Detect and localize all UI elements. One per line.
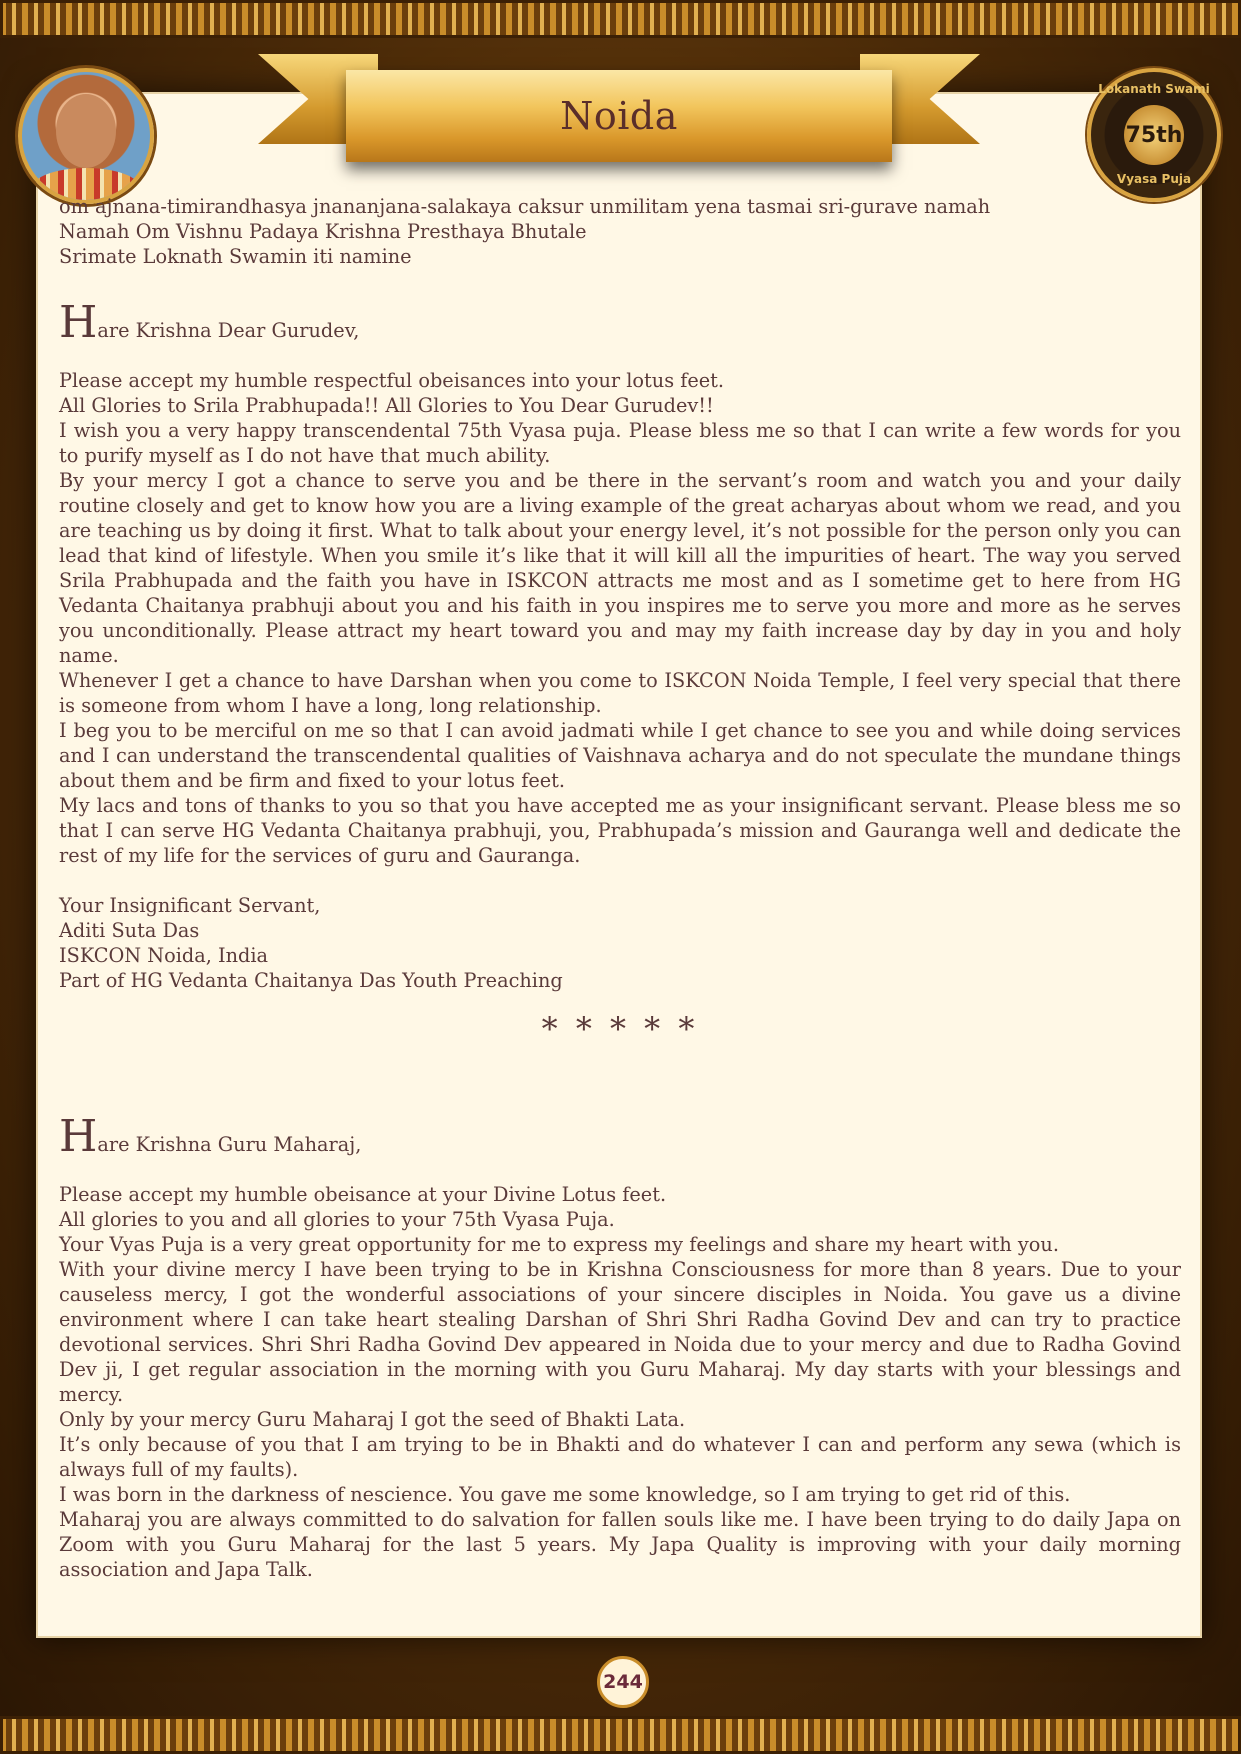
signature-line: Part of HG Vedanta Chaitanya Das Youth Preaching [59,969,563,992]
dropcap: H [59,297,98,348]
letter1-paragraph: I beg you to be merciful on me so that I can avoid jadmati while I get chance to see you and while doing services and I can understand the transcendental qualities of Vaishnava acharya and do not speculate the mundane things about them and be firm and fixed to your lotus feet. [59,719,1181,792]
signature-line: Aditi Suta Das [59,919,200,942]
letter2-paragraph: Maharaj you are always committed to do salvation for fallen souls like me. I have been trying to do daily Japa on Zoom with you Guru Maharaj for the last 5 years. My Japa Quality is improving with your daily morning association and Japa Talk. [59,1508,1181,1581]
letter1-salutation [59,297,1181,348]
letter2-paragraph: Only by your mercy Guru Maharaj I got the seed of Bhakti Lata. [59,1408,686,1431]
section-separator: * * * * * [541,1010,699,1048]
signature-line: ISKCON Noida, India [59,944,269,967]
seal-badge: 75th [1124,105,1184,165]
salutation-text: are Krishna Dear Gurudev, [97,319,360,342]
letter2-salutation [59,1111,1181,1162]
invocation-line: Srimate Loknath Swamin iti namine [59,245,412,268]
letter2-paragraph: I was born in the darkness of nescience. You gave me some knowledge, so I am trying to get rid of this. [59,1483,1071,1506]
portrait-face [56,94,116,168]
seal-text-bottom: Vyasa Puja [1116,172,1192,186]
banner-plate [346,70,892,162]
guru-portrait [18,68,154,204]
anniversary-seal [1087,68,1221,202]
letter2-paragraph: All glories to you and all glories to your 75th Vyasa Puja. [59,1208,615,1231]
seal-text-top: Lokanath Swami [1098,82,1210,96]
invocation-line: om ajnana-timirandhasya jnananjana-salakaya caksur unmilitam yena tasmai sri-gurave namah [59,195,991,218]
letter1-paragraph: My lacs and tons of thanks to you so that you have accepted me as your insignificant servant. Please bless me so that I can serve HG Vedanta Chaitanya prabhuji, you, Prabhupada’s mission and Gauranga well and dedicate the rest of my life for the services of guru and Gauranga. [59,794,1181,867]
dropcap: H [59,1111,98,1162]
letter1-paragraph: By your mercy I got a chance to serve you and be there in the servant’s room and watch you and your daily routine closely and get to know how you are a living example of the great acharyas about whom we read, and you are teaching us by doing it first. What to talk about your energy level, it’s not possible for the person only you can lead that kind of lifestyle. When you smile it’s like that it will kill all the impurities of heart. The way you served Srila Prabhupada and the faith you have in ISKCON attracts me most and as I sometime get to here from HG Vedanta Chaitanya prabhuji about you and his faith in you inspires me to serve you more and more as he serves you unconditionally. Please attract my heart toward you and may my faith increase day by day in you and holy name. [59,469,1181,667]
letter2-paragraph: Your Vyas Puja is a very great opportunity for me to express my feelings and share my heart with you. [59,1233,1059,1256]
title-banner [258,50,980,170]
page-content [59,194,1181,1582]
page-title: Noida [560,94,678,138]
letter2-paragraph: Please accept my humble obeisance at your Divine Lotus feet. [59,1183,667,1206]
decorative-border-top [0,0,1241,38]
letter2-paragraph: It’s only because of you that I am trying to be in Bhakti and do whatever I can and perform any sewa (which is always full of my faults). [59,1433,1181,1481]
letter1-paragraph: All Glories to Srila Prabhupada!! All Glories to You Dear Gurudev!! [59,394,714,417]
letter1-paragraph: Please accept my humble respectful obeisances into your lotus feet. [59,369,725,392]
page-number: 244 [597,1656,649,1708]
salutation-text: are Krishna Guru Maharaj, [97,1133,362,1156]
letter1-paragraph: Whenever I get a chance to have Darshan when you come to ISKCON Noida Temple, I feel very special that there is someone from whom I have a long, long relationship. [59,669,1181,717]
invocation-line: Namah Om Vishnu Padaya Krishna Presthaya Bhutale [59,220,587,243]
letter2-paragraph: With your divine mercy I have been trying to be in Krishna Consciousness for more than 8 years. Due to your causeless mercy, I got the wonderful associations of your sincere disciples in Noida. You gave us a divine environment where I can take heart stealing Darshan of Shri Shri Radha Govind Dev and can try to practice devotional services. Shri Shri Radha Govind Dev appeared in Noida due to your mercy and due to Radha Govind Dev ji, I get regular association in the morning with you Guru Maharaj. My day starts with your blessings and mercy. [59,1258,1181,1406]
signature-line: Your Insignificant Servant, [59,894,321,917]
letter1-paragraph: I wish you a very happy transcendental 75th Vyasa puja. Please bless me so that I can write a few words for you to purify myself as I do not have that much ability. [59,419,1181,467]
decorative-border-bottom [0,1716,1241,1754]
